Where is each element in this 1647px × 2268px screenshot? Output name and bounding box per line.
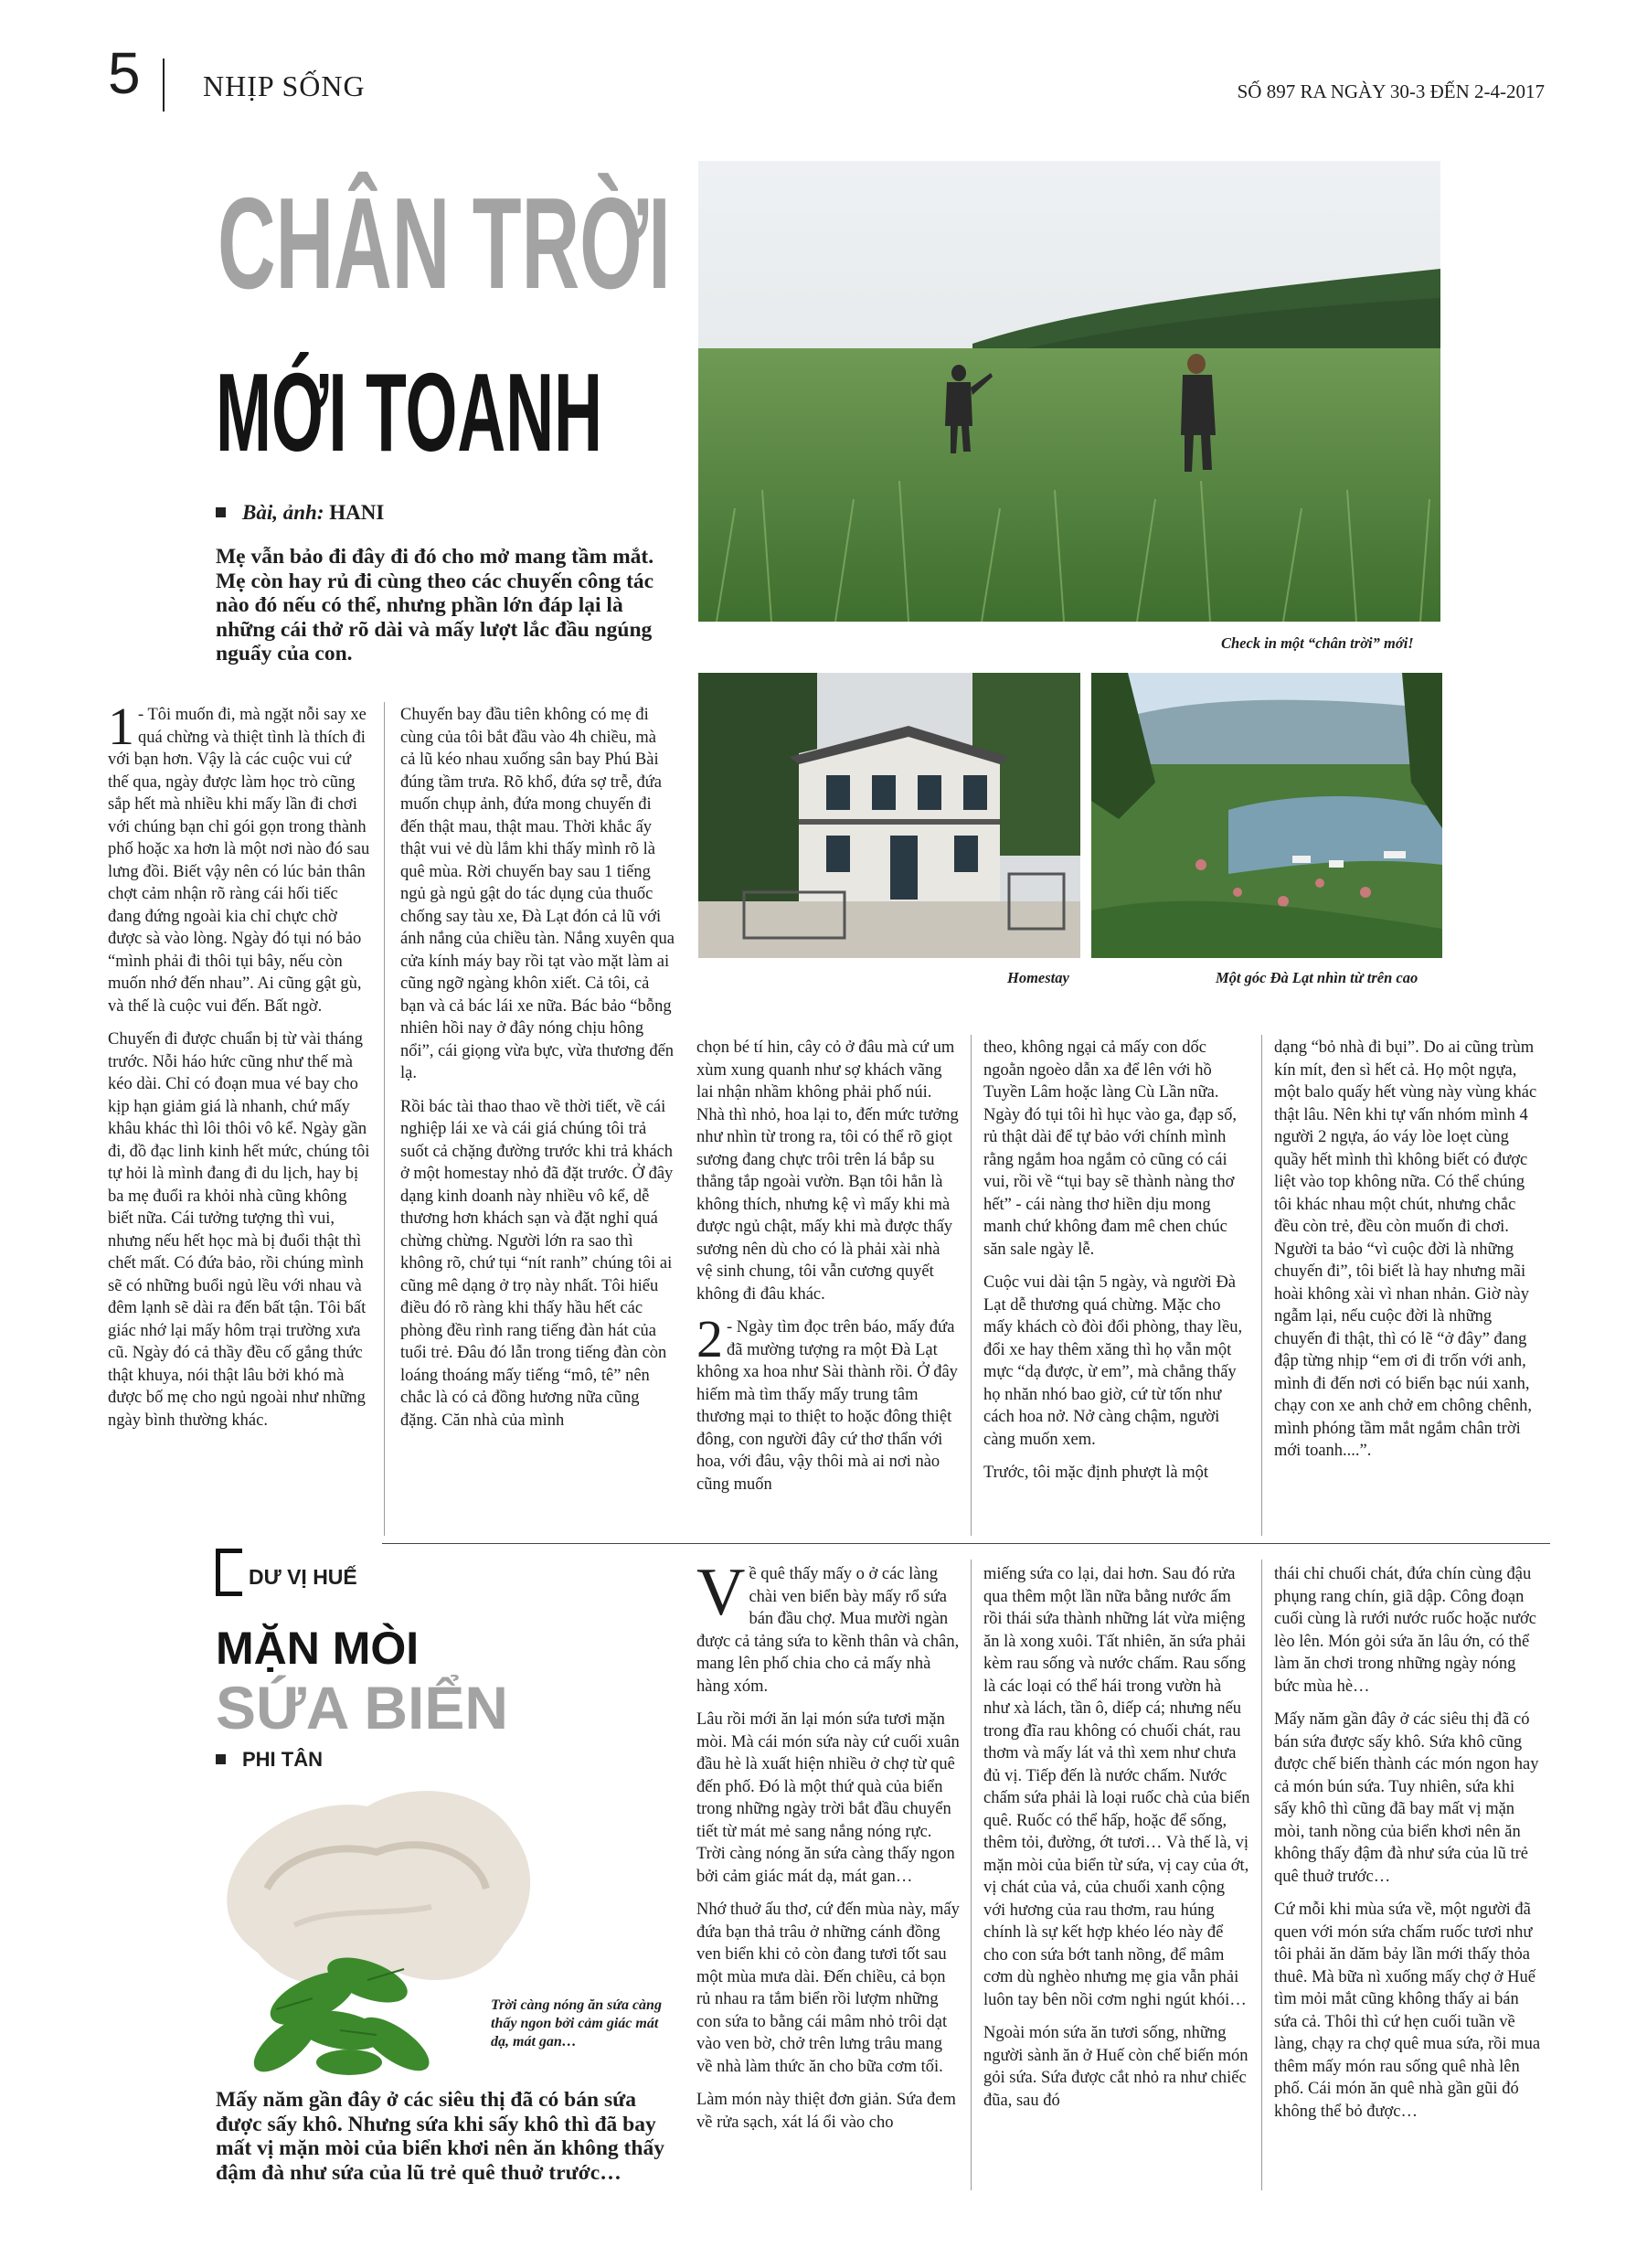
paragraph: Ngoài món sứa ăn tươi sống, những người sành ăn ở Huế còn chế biến món gỏi sứa. Sứa được cắt nhỏ ra như chiếc đũa, sau đó xyxy=(983,2024,1249,2110)
column-rule xyxy=(384,702,385,1536)
article-column-3 xyxy=(696,1037,960,1507)
article-2-column-3 xyxy=(1274,1563,1541,2134)
column-rule xyxy=(971,1560,972,2190)
article-2-lead: Mấy năm gần đây ở các siêu thị đã có bán sứa được sấy khô. Nhưng sứa khi sấy khô thì đã bay mất vị mặn mòi của biển khơi nên ăn không thấy đậm đà như sứa của lũ trẻ quê thuở trước… xyxy=(216,2088,664,2185)
headline-2-line-2: SỨA BIỂN xyxy=(216,1674,509,1741)
photo-dalat-view xyxy=(1091,673,1442,958)
kicker-bracket-icon xyxy=(216,1549,242,1596)
article-column-2 xyxy=(400,704,675,1443)
paragraph: - Tôi muốn đi, mà ngặt nỗi say xe quá chừng và thiệt tình là thích đi với bạn hơn. Vậy là các cuộc vui cứ thế qua, ngày được làm học trò cũng sắp hết mà nhiều khi mấy lần đi chơi với chúng bạn chỉ gói gọn trong thành phố hoặc xa hơn là một nơi nào đó sau lưng đồi. Biết vậy nên có lúc bản thân chợt cảm nhận rõ ràng cái hối tiếc đang đứng ngoài kia chỉ chực chờ được sà vào lòng. Ngày đó tụi nó bảo “mình phải đi thôi tụi bây, nếu còn muốn nhớ đến nhau”. Ai cũng gật gù, và thế là cuộc vui đến. Bất ngờ. xyxy=(108,706,370,1016)
headline-line-1: CHÂN TRỜI xyxy=(218,171,671,316)
drop-cap-3: V xyxy=(696,1555,746,1630)
paragraph: Chuyến bay đầu tiên không có mẹ đi cùng của tôi bắt đầu vào 4h chiều, mà cả lũ kéo nhau xuống sân bay Phú Bài đúng tầm trưa. Rõ khổ, đứa sợ trễ, đứa muốn chụp ảnh, đứa mong chuyến đi đến thật mau, thật mau. Thời khắc ấy thật vui vẻ dù lắm khi thấy mình rõ là quê mùa. Rời chuyến bay sau 1 tiếng ngủ gà ngủ gật do tác dụng của thuốc chống say tàu xe, Đà Lạt đón cả lũ với ánh nắng của chiều tàn. Nắng xuyên qua cửa kính máy bay rồi tạt vào mặt làm ai cũng ngỡ ngàng khôn xiết. Cả tôi, cả bạn và cả bác lái xe nữa. Bác bảo “bỗng nhiên hồi nay ở đây nóng chịu hông nổi”, cái giọng vừa bực, vừa thương đến lạ. xyxy=(400,706,675,1082)
byline-author: HANI xyxy=(329,501,385,524)
paragraph: theo, không ngại cả mấy con dốc ngoằn ngoèo dẫn xa để lên với hồ Tuyền Lâm hoặc làng Cù Lần nữa. Ngày đó tụi tôi hì hục vào ga, đạp số, rủ thật dài để tự bảo với chính mình rằng ngắm hoa ngắm cỏ cũng có cái vui, rồi về “tụi bay sẽ thành nàng thơ hết” - cái nàng thơ hiền dịu mong manh chứ không đam mê chen chúc săn sale ngày lễ. xyxy=(983,1038,1237,1259)
paragraph: dạng “bỏ nhà đi bụi”. Do ai cũng trùm kín mít, đen sì hết cả. Họ một ngựa, một balo quấy hết vùng này vùng khác thật lâu. Nên khi tự vấn nhóm mình 4 người 2 ngựa, áo váy lòe loẹt cùng quầy hết mình thì không biết có được liệt vào top không nữa. Có thể chúng tôi khác nhau một chút, nhưng chắc đều còn trẻ, đều còn muốn đi chơi. Người ta bảo “vì cuộc đời là những chuyến đi”, tôi biết là hay nhưng mãi hoài không xài vì nhan nhản. Giờ này ngẫm lại, nếu cuộc đời là những chuyến đi thật, thì có lẽ “ở đây” đang đập từng nhịp “em ơi đi trốn với anh, mình đi đến nơi có biển bạc núi xanh, chạy con xe anh chở em chông chênh, mình phóng tầm mắt ngắm chân trời mới toanh....”. xyxy=(1274,1038,1537,1460)
paragraph: Cuộc vui dài tận 5 ngày, và người Đà Lạt dễ thương quá chừng. Mặc cho mấy khách cò đòi đổi phòng, thay lều, đổi xe hay thêm xăng thì họ vẫn một mực “dạ được, ừ em”, mà chẳng thấy họ nhăn nhó bao giờ, cứ từ tốn như cách hoa nở. Nở càng chậm, người càng muốn xem. xyxy=(983,1273,1243,1449)
byline-label: Bài, ảnh: xyxy=(242,501,324,524)
caption-homestay: Homestay xyxy=(1007,969,1069,986)
article-column-4 xyxy=(983,1037,1250,1496)
article-2-column-1 xyxy=(696,1555,960,2145)
kicker: DƯ VỊ HUẾ xyxy=(249,1565,357,1589)
paragraph: Cứ mỗi khi mùa sứa về, một người đã quen với món sứa chấm ruốc tươi như tôi phải ăn dăm bảy lần mới thấy thỏa thuê. Mà bữa nì xuống mấy chợ ở Huế tìm mỏi mắt cũng không thấy ai bán sứa cả. Thôi thì cứ hẹn cuối tuần về làng, chạy ra chợ quê mua sứa, rồi mua thêm mấy món rau sống quê nhà lên phố. Cái món ăn quê nhà gần gũi đó không thể bỏ được… xyxy=(1274,1901,1541,2121)
bullet-square-icon xyxy=(216,1754,226,1764)
drop-cap-2: 2 xyxy=(696,1309,723,1368)
paragraph: Chuyến đi được chuẩn bị từ vài tháng trước. Nỗi háo hức cũng như thế mà kéo dài. Chỉ có đoạn mua vé bay cho kịp hạn giảm giá là nhanh, chứ mấy khâu khác thì lôi thôi vô kể. Ngày gần đi, đồ đạc linh kinh hết mức, chúng tôi tự hỏi là mình đang đi du lịch, hay bị ba mẹ đuổi ra khỏi nhà cũng không biết nữa. Cái tưởng tượng thì vui, nhưng nếu hết học mà bị đuổi thật thì chết mất. Có đứa bảo, rồi chúng mình sẽ có những buổi ngủ lều với nhau và đêm lạnh sẽ dài ra đến bất tận. Tôi bất giác nhớ lại mấy hôm trại trường xưa cũ. Ngày đó cả thầy đều cố gắng thức thật khuya, nói thật lâu bởi khó mà được bố mẹ cho ngủ ngoài như những ngày bình thường khác. xyxy=(108,1030,370,1430)
paragraph: thái chỉ chuối chát, đứa chín cùng đậu phụng rang chín, giã dập. Công đoạn cuối cùng là rưới nước ruốc hoặc nước lèo lên. Món gỏi sứa ăn lâu ớn, có thể làm ăn chơi trong những ngày nóng bức mùa hè… xyxy=(1274,1565,1536,1696)
byline-2 xyxy=(216,1748,323,1772)
photo-homestay xyxy=(698,673,1080,958)
column-rule xyxy=(971,1035,972,1536)
paragraph: Nhớ thuở ấu thơ, cứ đến mùa này, mấy đứa bạn thả trâu ở những cánh đồng ven biển khi cỏ còn đang tươi tốt sau một mùa mưa dài. Đến chiều, cả bọn rủ nhau ra tắm biển rồi lượm những con sứa to bằng cái mâm nhỏ trôi dạt vào ven bờ, chở trên lưng trâu mang về nhà làm thức ăn cho bữa cơm tối. xyxy=(696,1901,960,2076)
article-column-1 xyxy=(108,697,375,1443)
paragraph: ề quê thấy mấy o ở các làng chài ven biển bày mấy rổ sứa bán đầu chợ. Mua mười ngàn được cả tảng sứa to kềnh thân và chân, mang lên phố chia cho cả mấy nhà hàng xóm. xyxy=(696,1565,960,1696)
bullet-square-icon xyxy=(216,507,226,517)
drop-cap-1: 1 xyxy=(108,697,134,756)
page-number: 5 xyxy=(108,40,141,106)
paragraph: Lâu rồi mới ăn lại món sứa tươi mặn mòi. Mà cái món sứa này cứ cuối xuân đầu hè là xuất hiện nhiều ở chợ từ quê đến phố. Đó là một thứ quà của biển trong những ngày trời bắt đầu chuyển tiết từ mát mẻ sang nắng nóng rực. Trời càng nóng ăn sứa càng thấy ngon bởi cảm giác mát dạ, mát gan… xyxy=(696,1710,960,1886)
paragraph: Rồi bác tài thao thao về thời tiết, về cái nghiệp lái xe và cái giá chúng tôi trả suốt cả chặng đường trước khi trả khách ở một homestay nhỏ đã đặt trước. Ở đây dạng kinh doanh này nhiều vô kể, dễ thương hơn khách sạn và đặt nghỉ quá chừng chừng. Người lớn ra sao thì không rõ, chứ tụi “nít ranh” chúng tôi ai cũng mê dạng ở trọ này nhất. Tôi hiểu điều đó rõ ràng khi thấy hầu hết các phòng đều rình rang tiếng đàn hát của tuổi trẻ. Đâu đó lẫn trong tiếng đàn còn loáng thoáng mấy tiếng “mô, tê” nên chắc là có cả đồng hương nữa cũng đặng. Căn nhà của mình xyxy=(400,1097,674,1430)
caption-main-photo: Check in một “chân trời” mới! xyxy=(1221,634,1414,652)
caption-jellyfish: Trời càng nóng ăn sứa càng thấy ngon bởi cảm giác mát dạ, mát gan… xyxy=(491,1997,662,2050)
headline-line-2: MỚI TOANH xyxy=(216,350,603,474)
issue-date: SỐ 897 RA NGÀY 30-3 ĐẾN 2-4-2017 xyxy=(1237,80,1545,102)
photo-grassland xyxy=(698,161,1440,622)
article-column-5 xyxy=(1274,1037,1541,1474)
paragraph: miếng sứa co lại, dai hơn. Sau đó rửa qua thêm một lần nữa bằng nước ấm rồi thái sứa thành những lát vừa miệng ăn là xong xuôi. Tất nhiên, ăn sứa phải kèm rau sống và nước chấm. Rau sống là các loại có thể hái trong vườn hà như xà lách, tần ô, diếp cá; nhưng nếu trong đĩa rau không có chuối chát, rau thơm và mấy lát vả thì xem như chưa đủ vị. Tiếp đến là nước chấm. Nước chấm sứa phải là loại ruốc chà của biển quê. Ruốc có thể hấp, hoặc để sống, thêm tỏi, đường, ớt tươi… Và thế là, vị mặn mòi của biển từ sứa, vị cay của ớt, vị chát của vả, của chuối xanh cộng với hương của rau thơm, rau húng chính là sự kết hợp khéo léo này để cho con sứa bớt tanh nồng, để mâm cơm dù nghèo nhưng mẹ gia vẫn phải luôn tay bên nồi cơm nghi ngút khói… xyxy=(983,1565,1250,2009)
section-separator xyxy=(382,1543,1550,1544)
caption-dalat: Một góc Đà Lạt nhìn từ trên cao xyxy=(1216,969,1419,986)
column-rule xyxy=(1261,1560,1262,2190)
paragraph: Mấy năm gần đây ở các siêu thị đã có bán sứa được sấy khô. Sứa khô cũng được chế biến thành các món ngon hay cả món bún sứa. Tuy nhiên, sứa khi sấy khô thì cũng đã bay mất vị mặn mòi, tanh nồng của biển khơi nên ăn không thấy đậm đà như sứa của lũ trẻ quê thuở trước… xyxy=(1274,1710,1539,1886)
header-divider xyxy=(163,59,165,112)
article-2-column-2 xyxy=(983,1563,1250,2123)
paragraph: Trước, tôi mặc định phượt là một xyxy=(983,1464,1209,1482)
byline xyxy=(216,501,384,525)
paragraph: chọn bé tí hin, cây cỏ ở đâu mà cứ um xùm xung quanh như sợ khách vãng lai nhận nhầm không phải phố núi. Nhà thì nhỏ, hoa lại to, đến mức tưởng như nhìn từ trong ra, tôi có thể rõ giọt sương đang chực trôi trên lá bắp su thẳng tắp ngoài vườn. Bạn tôi hẳn là không thích, nhưng kệ vì mấy khi mà được ngủ chật, mấy khi mà được thấy sương nên dù cho có là phải xài nhà vệ sinh chung, tôi vẫn cương quyết không đi đâu khác. xyxy=(696,1038,959,1304)
paragraph: - Ngày tìm đọc trên báo, mấy đứa đã mường tượng ra một Đà Lạt không xa hoa như Sài thành rồi. Ở đây hiếm mà tìm thấy mấy trung tâm thương mại to thiệt to hoặc đông thiệt đông, con người đây cứ thơ thẩn với hoa, với đâu, vậy thôi mà ai nơi nào cũng muốn xyxy=(696,1318,958,1494)
headline-2-line-1: MẶN MÒI xyxy=(216,1623,420,1674)
column-rule xyxy=(1261,1035,1262,1536)
section-title: NHỊP SỐNG xyxy=(203,69,366,102)
byline-2-author: PHI TÂN xyxy=(242,1748,323,1771)
paragraph: Làm món này thiệt đơn giản. Sứa đem về rửa sạch, xát lá ổi vào cho xyxy=(696,2091,956,2132)
article-lead: Mẹ vẫn bảo đi đây đi đó cho mở mang tầm mắt. Mẹ còn hay rủ đi cùng theo các chuyến công tác nào đó nếu có thể, nhưng phần lớn đáp lại là những cái thở rõ dài và mấy lượt lắc đầu ngúng nguẩy của con. xyxy=(216,545,654,665)
